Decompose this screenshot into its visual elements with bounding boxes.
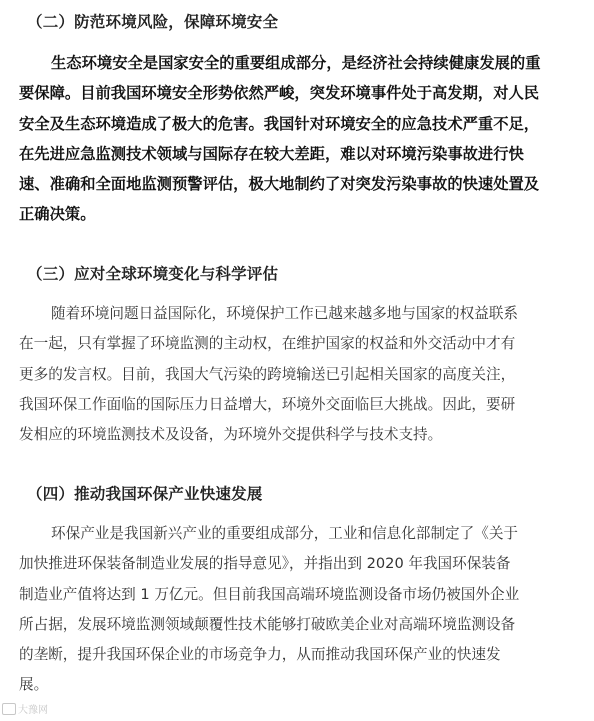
paragraph-line: 制造业产值将达到 1 万亿元。但目前我国高端环境监测设备市场仍被国外企业 xyxy=(19,585,520,603)
paragraph-line: 的垄断，提升我国环保企业的市场竞争力，从而推动我国环保产业的快速发 xyxy=(19,646,501,664)
watermark xyxy=(2,701,48,716)
paragraph-line: 速、准确和全面地监测预警评估，极大地制约了对突发污染事故的快速处置及 xyxy=(19,175,540,194)
paragraph-line: 更多的发言权。目前，我国大气污染的跨境输送已引起相关国家的高度关注， xyxy=(19,365,516,383)
section-3-paragraph xyxy=(19,299,579,450)
logo-icon xyxy=(2,703,16,715)
section-2-heading: （二）防范环境风险，保障环境安全 xyxy=(27,13,279,31)
paragraph-line: 环保产业是我国新兴产业的重要组成部分，工业和信息化部制定了《关于 xyxy=(51,525,519,542)
paragraph-line: 发相应的环境监测技术及设备，为环境外交提供科学与技术支持。 xyxy=(19,426,443,444)
paragraph-line: 我国环保工作面临的国际压力日益增大，环境外交面临巨大挑战。因此，要研 xyxy=(19,395,516,413)
paragraph-line: 加快推进环保装备制造业发展的指导意见》，并指出到 2020 年我国环保装备 xyxy=(19,555,511,573)
section-3-heading: （三）应对全球环境变化与科学评估 xyxy=(27,265,279,283)
section-2-paragraph xyxy=(19,48,579,230)
paragraph-line: 正确决策。 xyxy=(19,205,96,224)
paragraph-line: 展。 xyxy=(19,676,49,694)
paragraph-line: 在一起，只有掌握了环境监测的主动权，在维护国家的权益和外交活动中才有 xyxy=(19,335,516,353)
paragraph-line: 生态环境安全是国家安全的重要组成部分，是经济社会持续健康发展的重 xyxy=(51,54,541,72)
paragraph-line: 要保障。目前我国环境安全形势依然严峻，突发环境事件处于高发期，对人民 xyxy=(19,84,540,103)
section-4-heading: （四）推动我国环保产业快速发展 xyxy=(27,485,263,503)
watermark-text: 大豫网 xyxy=(18,705,48,716)
paragraph-line: 安全及生态环境造成了极大的危害。我国针对环境安全的应急技术严重不足， xyxy=(19,114,540,133)
paragraph-line: 在先进应急监测技术领域与国际存在较大差距，难以对环境污染事故进行快 xyxy=(19,144,524,163)
paragraph-line: 所占据，发展环境监测领域颠覆性技术能够打破欧美企业对高端环境监测设备 xyxy=(19,615,516,633)
section-4-paragraph xyxy=(19,519,579,701)
paragraph-line: 随着环境问题日益国际化，环境保护工作已越来越多地与国家的权益联系 xyxy=(51,305,519,322)
